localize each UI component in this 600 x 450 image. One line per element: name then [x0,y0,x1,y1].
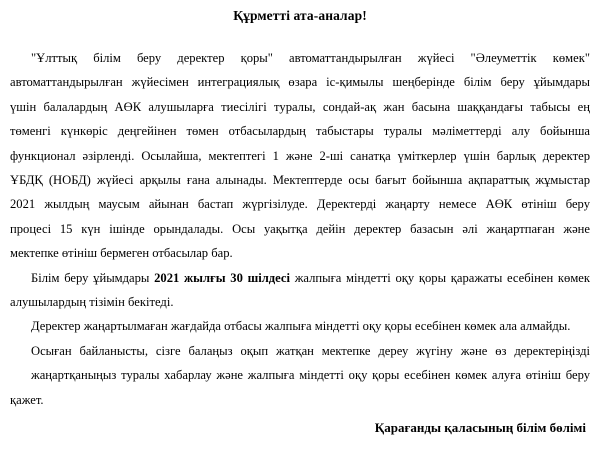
paragraph-4-line-1: Осыған байланысты, сізге балаңыз оқып жатқан мектепке дереу жүгіну және өз деректеріңізді [31,343,590,358]
paragraph-1-line-8: процесі 15 күн ішінде орындалады. Осы уақытқа дейін деректер базасын әлі жаңартпаған және [10,221,590,236]
paragraph-1-line-3: үшін балалардың АӨК алушыларға тиесілігі туралы, сондай-ақ жан басына шаққандағы табысы ең [10,99,590,114]
paragraph-2-rest: жалпыға міндетті оқу қоры қаражаты есебінен көмек [289,270,590,285]
letter-body [10,46,590,412]
paragraph-2-line-2: алушылардың тізімін бекітеді. [10,295,174,310]
paragraph-1-line-1: "Ұлттық білім беру деректер қоры" автоматтандырылған жүйесі "Әлеуметтік көмек" [31,51,590,65]
letter-title: Құрметті ата-аналар! [233,8,367,23]
paragraph-2-line-1 [10,266,590,290]
paragraph-1-line-2: автоматтандырылған жүйесімен интеграциялық өзара іс-қимылы шеңберінде білім беру ұйымдары [10,75,590,90]
paragraph-1 [10,46,590,266]
paragraph-1-line-6: ҰБДҚ (НОБД) жүйесі арқылы ғана алынады. Мектептерде осы бағыт бойынша ақпараттық жұмыстар [10,173,590,188]
paragraph-1-line-5: функционал әзірленді. Осылайша, мектептегі 1 және 2-ші санатқа үміткерлер үшін барлық деректер [10,148,590,163]
paragraph-3 [10,314,590,338]
paragraph-2-deadline: 2021 жылғы 30 шілдесі [154,270,290,285]
paragraph-2-start: Білім беру ұйымдары [31,270,155,285]
paragraph-4-line-3: қажет. [10,392,44,407]
paragraph-4 [10,339,590,412]
paragraph-2 [10,266,590,315]
paragraph-1-line-4: төменгі күнкөріс деңгейінен төмен отбасылардың табыстары туралы мәліметтерді алу бойынша [10,124,590,139]
paragraph-4-line-2: жаңартқаныңыз туралы хабарлау және жалпыға міндетті оқу қоры есебінен көмек алуға өтініш беру [31,368,590,383]
paragraph-1-line-9: мектепке өтініш бермеген отбасылар бар. [10,246,233,261]
paragraph-3-line-1: Деректер жаңартылмаған жағдайда отбасы жалпыға міндетті оқу қоры есебінен көмек ала алмайды. [31,319,571,334]
letter-signature: Қарағанды қаласының білім бөлімі [374,420,586,435]
paragraph-1-line-7: 2021 жылдың маусым айынан бастап жүргізілуде. Деректерді жаңарту немесе АӨК өтініш беру [10,197,590,212]
